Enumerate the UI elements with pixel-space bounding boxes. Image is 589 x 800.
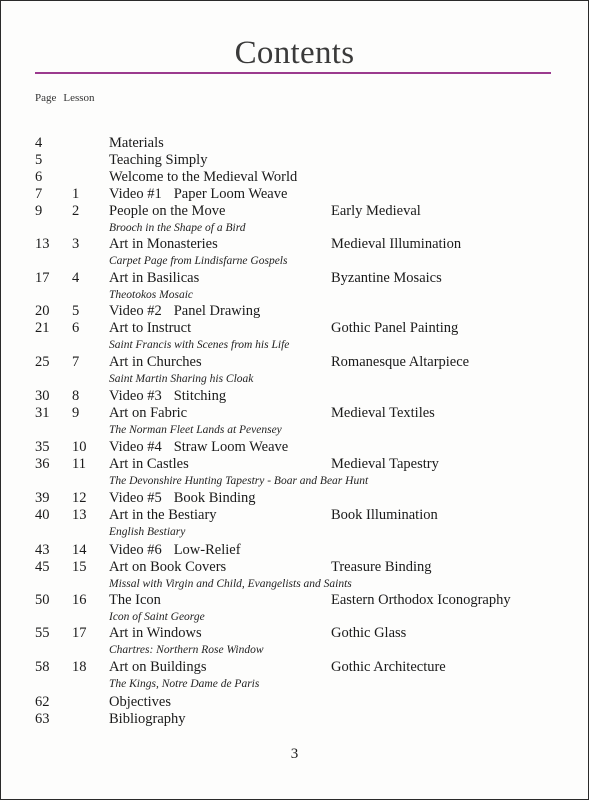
entry-title-text: Panel Drawing <box>173 303 261 319</box>
entry-artwork-subtitle: English Bestiary <box>109 526 186 538</box>
entry-title <box>109 507 217 524</box>
entry-title <box>109 270 199 287</box>
entry-lesson-number: 9 <box>72 405 80 421</box>
entry-page-number: 20 <box>35 303 50 319</box>
entry-lesson-number: 17 <box>72 625 87 641</box>
entry-title-text: Book Binding <box>173 490 256 506</box>
entry-title-text: People on the Move <box>109 203 226 219</box>
entry-title <box>109 320 191 337</box>
entry-lesson-number: 12 <box>72 490 87 506</box>
entry-lesson-number: 1 <box>72 186 80 202</box>
entry-title <box>109 592 161 609</box>
entry-artwork-subtitle: Saint Francis with Scenes from his Life <box>109 339 290 351</box>
entry-title-text: Art on Buildings <box>109 659 207 675</box>
entry-page-number: 4 <box>35 135 43 151</box>
entry-title <box>109 711 186 728</box>
entry-title <box>109 203 225 220</box>
entry-lesson-number: 14 <box>72 542 87 558</box>
entry-title-text: Low-Relief <box>173 542 241 558</box>
entry-artwork-subtitle: The Devonshire Hunting Tapestry - Boar and Bear Hunt <box>109 475 369 487</box>
entry-title-text: Straw Loom Weave <box>173 439 289 455</box>
entry-title <box>109 490 255 507</box>
entry-category: Gothic Architecture <box>331 659 446 675</box>
entry-title <box>109 354 202 371</box>
entry-title <box>109 135 164 152</box>
entry-page-number: 30 <box>35 388 50 404</box>
toc-entry <box>1 490 588 507</box>
entry-artwork-subtitle: Brooch in the Shape of a Bird <box>109 222 246 234</box>
entry-title <box>109 388 226 405</box>
entry-page-number: 21 <box>35 320 50 336</box>
entry-artwork-subtitle: Chartres: Northern Rose Window <box>109 644 264 656</box>
entry-page-number: 7 <box>35 186 43 202</box>
toc-entry <box>1 542 588 559</box>
entry-title-text: Paper Loom Weave <box>173 186 288 202</box>
entry-lesson-number: 6 <box>72 320 80 336</box>
entry-lesson-number: 16 <box>72 592 87 608</box>
entry-page-number: 9 <box>35 203 43 219</box>
toc-entry <box>1 388 588 405</box>
toc-entry <box>1 711 588 728</box>
entry-lesson-number: 5 <box>72 303 80 319</box>
entry-category: Early Medieval <box>331 203 421 219</box>
entry-title-text: The Icon <box>109 592 161 608</box>
entry-lesson-number: 15 <box>72 559 87 575</box>
toc-entry <box>1 405 588 422</box>
toc-entry <box>1 186 588 203</box>
entry-title-text: Bibliography <box>109 711 186 727</box>
entry-page-number: 58 <box>35 659 50 675</box>
entry-artwork-subtitle: Saint Martin Sharing his Cloak <box>109 373 254 385</box>
entry-lesson-number: 4 <box>72 270 80 286</box>
entry-title <box>109 694 171 711</box>
entry-artwork-subtitle: Icon of Saint George <box>109 611 205 623</box>
entry-title-text: Materials <box>109 135 164 151</box>
entry-lesson-number: 2 <box>72 203 80 219</box>
entry-title <box>109 542 241 559</box>
entry-title-text: Art in Windows <box>109 625 202 641</box>
toc-entry <box>1 270 588 287</box>
entry-title-text: Art on Book Covers <box>109 559 227 575</box>
entry-category: Gothic Glass <box>331 625 407 641</box>
entry-page-number: 63 <box>35 711 50 727</box>
entry-page-number: 39 <box>35 490 50 506</box>
entry-lesson-number: 8 <box>72 388 80 404</box>
entry-title <box>109 405 187 422</box>
entry-title <box>109 439 288 456</box>
entry-lesson-number: 11 <box>72 456 86 472</box>
entry-title-text: Art in Monasteries <box>109 236 218 252</box>
entry-title-text: Objectives <box>109 694 172 710</box>
entry-category: Eastern Orthodox Iconography <box>331 592 511 608</box>
toc-entry <box>1 303 588 320</box>
entry-page-number: 36 <box>35 456 50 472</box>
entry-page-number: 55 <box>35 625 50 641</box>
entry-page-number: 31 <box>35 405 50 421</box>
toc-entry <box>1 203 588 220</box>
entry-title <box>109 659 206 676</box>
entry-lesson-number: 7 <box>72 354 80 370</box>
entry-title <box>109 169 297 186</box>
toc-entry <box>1 625 588 642</box>
toc-entry <box>1 659 588 676</box>
page-title: Contents <box>234 35 355 71</box>
entry-artwork-subtitle: The Kings, Notre Dame de Paris <box>109 678 260 690</box>
toc-entry <box>1 694 588 711</box>
entry-video-label: Video #2 <box>109 303 162 319</box>
entry-page-number: 5 <box>35 152 43 168</box>
entry-title-text: Art in Basilicas <box>109 270 200 286</box>
contents-list <box>1 1 588 799</box>
toc-entry <box>1 169 588 186</box>
entry-video-label: Video #4 <box>109 439 162 455</box>
entry-artwork-subtitle: Carpet Page from Lindisfarne Gospels <box>109 255 288 267</box>
entry-page-number: 13 <box>35 236 50 252</box>
entry-video-label: Video #1 <box>109 186 162 202</box>
entry-category: Byzantine Mosaics <box>331 270 442 286</box>
page-column-label: Page <box>35 92 57 104</box>
entry-category: Medieval Tapestry <box>331 456 439 472</box>
entry-lesson-number: 10 <box>72 439 87 455</box>
entry-category: Romanesque Altarpiece <box>331 354 470 370</box>
entry-category: Book Illumination <box>331 507 438 523</box>
entry-page-number: 6 <box>35 169 43 185</box>
entry-title <box>109 236 218 253</box>
entry-title-text: Welcome to the Medieval World <box>109 169 298 185</box>
entry-title-text: Teaching Simply <box>109 152 208 168</box>
entry-lesson-number: 13 <box>72 507 87 523</box>
toc-entry <box>1 456 588 473</box>
toc-entry <box>1 439 588 456</box>
entry-title-text: Art in Churches <box>109 354 202 370</box>
toc-entry <box>1 236 588 253</box>
lesson-column-label: Lesson <box>63 92 95 104</box>
page-number: 3 <box>290 746 299 762</box>
entry-category: Gothic Panel Painting <box>331 320 459 336</box>
entry-title-text: Stitching <box>173 388 227 404</box>
entry-title <box>109 625 202 642</box>
entry-lesson-number: 3 <box>72 236 80 252</box>
entry-category: Medieval Textiles <box>331 405 435 421</box>
entry-artwork-subtitle: The Norman Fleet Lands at Pevensey <box>109 424 282 436</box>
entry-video-label: Video #3 <box>109 388 162 404</box>
entry-title <box>109 559 226 576</box>
entry-title <box>109 303 260 320</box>
entry-artwork-subtitle: Missal with Virgin and Child, Evangelists and Saints <box>109 578 352 590</box>
toc-entry <box>1 559 588 576</box>
entry-video-label: Video #6 <box>109 542 162 558</box>
toc-entry <box>1 320 588 337</box>
entry-page-number: 40 <box>35 507 50 523</box>
entry-title-text: Art in Castles <box>109 456 189 472</box>
entry-title-text: Art on Fabric <box>109 405 188 421</box>
toc-entry <box>1 507 588 524</box>
entry-category: Medieval Illumination <box>331 236 462 252</box>
entry-title-text: Art to Instruct <box>109 320 192 336</box>
entry-page-number: 35 <box>35 439 50 455</box>
entry-title <box>109 456 189 473</box>
entry-page-number: 25 <box>35 354 50 370</box>
entry-title <box>109 186 287 203</box>
entry-video-label: Video #5 <box>109 490 162 506</box>
toc-entry <box>1 152 588 169</box>
toc-entry <box>1 354 588 371</box>
entry-title-text: Art in the Bestiary <box>109 507 217 523</box>
entry-page-number: 50 <box>35 592 50 608</box>
entry-page-number: 45 <box>35 559 50 575</box>
toc-entry <box>1 592 588 609</box>
entry-page-number: 43 <box>35 542 50 558</box>
entry-title <box>109 152 207 169</box>
entry-artwork-subtitle: Theotokos Mosaic <box>109 289 194 301</box>
entry-page-number: 17 <box>35 270 50 286</box>
entry-lesson-number: 18 <box>72 659 87 675</box>
entry-category: Treasure Binding <box>331 559 432 575</box>
toc-entry <box>1 135 588 152</box>
entry-page-number: 62 <box>35 694 50 710</box>
